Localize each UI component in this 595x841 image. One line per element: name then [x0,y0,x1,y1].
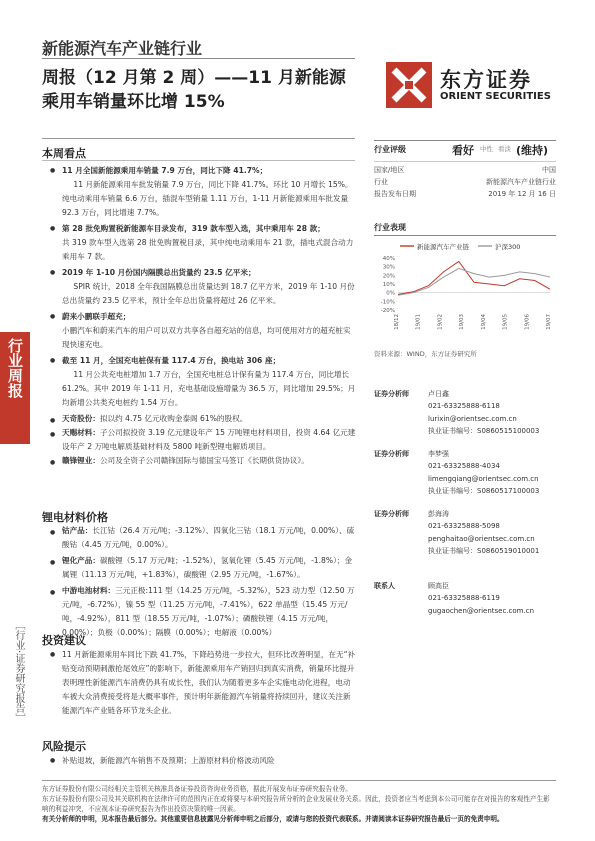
list-item: ● 11 月全国新能源乘用车销量 7.9 万台，同比下降 41.7%； 11 月新能源乘用车批发销量 7.9 万台，同比下降 41.7%。环比 10 月增长 15%。纯电动乘用车销量 6.6 万台，插混车型销量 1.11 万台，1-11 月新能源乘用车批发量 92.3 万台，同比增速 7.7%。 [62,164,357,220]
list-item: ● 2019 年 1-10 月份国内隔膜总出货量约 23.5 亿平米； SPIR 统计，2018 全年我国隔膜总出货量达到 18.7 亿平方米，2019 年 1-10 月份总出货量约 23.5 亿平米，预计全年总出货量将超过 26 亿平米。 [62,266,357,308]
risk-text: ● 补贴退坡，新能源汽车销售不及预期；上游原材料价格波动风险 [62,754,357,768]
advice-text: ● 11 月新能源乘用车同比下跌 41.7%，下降趋势进一步拉大，但环比改善明显，在无“补贴变动预期刺激抢尾效应”的影响下，新能源乘用车产销回归到真实消费，销量环比提升表明理性新能源汽车消费仍具有成长性，我们认为随着更多车企实施电动化进程，电动车被大众消费接受将是大概率事件，预计明年新能源汽车销量将持续回升，建议关注新能源汽车产业链各环节龙头企业。 [62,648,357,718]
x-tick-label: 18/12 [394,314,400,330]
week-list [62,164,357,468]
logo-mark-icon [386,62,432,108]
chart-divider [374,235,556,236]
rating-divider [374,140,556,141]
report-type-tag: 行业周报 [0,332,30,444]
performance-chart-svg [374,240,556,345]
y-tick-label: 10% [382,282,395,288]
y-tick-label: 30% [382,264,395,271]
x-tick-label: 19/06 [524,314,531,330]
analyst-list [374,388,556,630]
list-item: ● 锂化产品：碳酸锂（5.17 万元/吨；-1.52%），氢氧化锂（5.45 万元/吨，-1.8%）；金属锂（11.13 万元/吨，+1.83%），碳酸锂（2.95 万元/吨，-1.67%）。 [62,554,357,582]
list-item: ● 蔚来小鹏联手超充； 小鹏汽车和蔚来汽车的用户可以双方共享各自超充站的信息，均可使用对方的超充桩实现快速充电。 [62,310,357,352]
performance-chart [374,240,556,345]
logo-text-cn: 东方证券 [440,68,532,92]
x-tick-label: 19/01 [415,314,422,330]
list-item: ● 中游电池材料：三元正极:111 型（14.25 万元/吨，-5.32%），523 动力型（12.50 万元/吨，-6.72%），镍 55 型（11.25 万元/吨，-7.41%），622 单晶型（15.45 万元/吨，-4.92%），811 型（18.55 万元/吨，-1.07%）；磷酸铁锂（4.15 万元/吨，0.00%）；负极（0.00%）；隔膜（0.00%）；电解液（0.00%） [62,584,357,640]
section-divider [42,160,355,161]
email-link[interactable]: lurixin@orientsec.com.cn [428,414,517,423]
info-row: 报告发布日期 2019 年 12 月 16 日 [374,190,556,198]
footer-divider [42,780,556,781]
section-week-heading: 本周看点 [42,147,86,160]
x-tick-label: 19/07 [546,314,552,330]
rating-info-table [374,164,556,200]
y-tick-label: -10% [380,299,395,306]
info-row: 国家/地区 中国 [374,166,556,174]
email-link[interactable]: penghaitao@orientsec.com.cn [428,534,535,543]
info-row: 行业 新能源汽车产业链行业 [374,178,556,186]
legend-label: 新能源汽车产业链 [417,243,469,251]
price-list [62,524,357,640]
section-prices-heading: 锂电材料价格 [42,511,108,524]
email-link[interactable]: gugaochen@orientsec.com.cn [428,606,535,615]
report-type-note: ［行业·证券研究报告］ [13,620,24,724]
list-item: ● 天赐材料：子公司拟投资 3.19 亿元建设年产 15 万吨锂电材料项目，投资 4.64 亿元建设年产 2 万吨电解质基础材料及 5800 吨新型锂电解质项目。 [62,426,357,454]
x-tick-label: 19/02 [437,314,444,330]
row-divider [374,161,556,162]
list-item: ● 钴产品：长江钴（26.4 万元/吨；-3.12%）、四氧化三钴（18.1 万元/吨，0.00%）、硫酸钴（4.45 万元/吨，0.00%）。 [62,524,357,552]
section-advice-heading: 投资建议 [42,634,86,647]
list-item: ● 截至 11 月，全国充电桩保有量 117.4 万台，换电站 306 座； 11 月公共充电桩增加 1.7 万台，全国充电桩总计保有量为 117.4 万台，同比增长 61.2%。其中 2019 年 1-11 月，充电基础设施增量为 36.5 万，同比增加 29.5%；月均新增公共类充电桩约 1.54 万台。 [62,354,357,410]
series-line [398,261,550,294]
section-risk-heading: 风险提示 [42,740,86,753]
analyst-card: 证券分析师 李梦强 021-63325888-4034 limengqiang@orientsec.com.cn 执业证书编号：S0860517100003 [374,450,540,495]
industry-category: 新能源汽车产业链行业 [42,39,203,58]
x-tick-label: 19/05 [502,314,509,330]
chart-title: 行业表现 [374,223,406,232]
y-tick-label: 40% [382,256,395,262]
y-tick-label: -20% [380,308,395,314]
analyst-card: 证券分析师 卢日鑫 021-63325888-6118 lurixin@orientsec.com.cn 执业证书编号：S0860515100003 [374,390,540,435]
email-link[interactable]: limengqiang@orientsec.com.cn [428,474,539,483]
list-item: ● 天奇股份：拟以约 4.75 亿元收购金泰阁 61%的股权。 [62,412,357,426]
y-tick-label: 20% [382,273,395,280]
orient-logo [386,62,556,108]
list-item: ● 赣锋锂业：公司及全资子公司赣锋国际与德国宝马签订《长期供货协议》。 [62,454,357,468]
rating-row: 行业评级 看好 中性 看淡 (维持) [374,144,549,157]
analyst-card: 证券分析师 彭海涛 021-63325888-5098 penghaitao@orientsec.com.cn 执业证书编号：S0860519010001 [374,510,540,555]
legend-label: 沪深300 [495,243,521,251]
report-title: 周报（12 月第 2 周）——11 月新能源 乘用车销量环比增 15% [42,68,346,112]
logo-text-en: ORIENT SECURITIES [440,91,551,102]
analyst-card: 联系人 顾高臣 021-63325888-6119 gugaochen@orientsec.com.cn [374,580,556,630]
rating-value: 看好 [452,144,474,157]
chart-source: 资料来源：WIND，东方证券研究所 [374,350,477,358]
x-tick-label: 19/03 [459,314,466,330]
list-item: ● 第 28 批免购置税新能源车目录发布，319 款车型入选，其中乘用车 28 款； 共 319 款车型入选第 28 批免购置税目录，其中纯电动乘用车 21 款，插电式混合动力乘用车 7 款。 [62,222,357,264]
y-tick-label: 0% [386,290,395,297]
header-divider [42,58,355,59]
title-divider [42,138,355,139]
footer-notice: 东方证券股份有限公司经相关主管机关核准具备证券投资咨询业务资格，据此开展发布证券研究报告业务。 东方证券股份有限公司及其关联机构在法律许可的范围内正在或将要与本研究报告所分析的企业发展业务关系。因此，投资者应当考虑到本公司可能存在对报告的客观性产生影响的利益冲突，不应视本证券研究报告为作出投资决策的唯一因素。 有关分析师的申明，见本报告最后部分。其他重要信息披露见分析师申明之后部分，或请与您的投资代表联系。并请阅读本证券研究报告最后一页的免责申明。 [42,785,550,823]
x-tick-label: 19/04 [480,314,487,330]
